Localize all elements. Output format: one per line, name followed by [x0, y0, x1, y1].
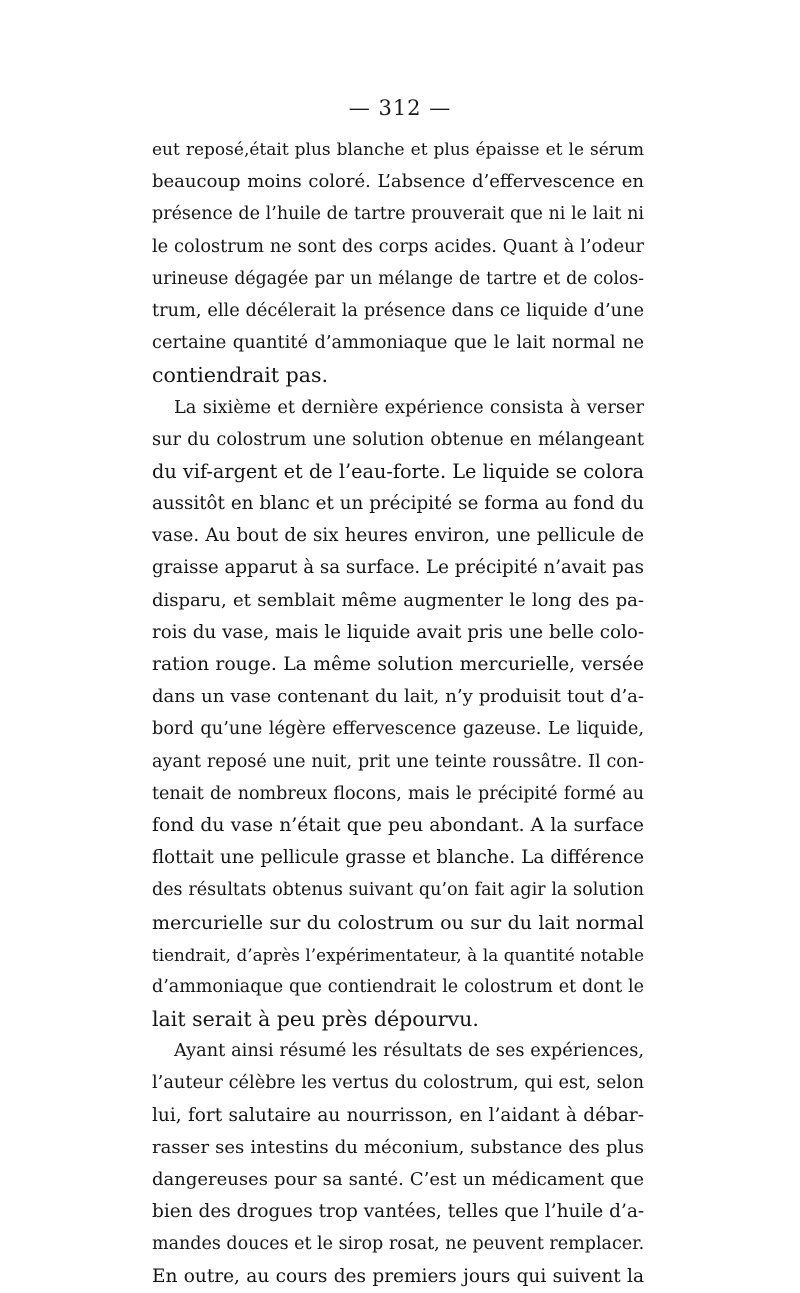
text-line: d’ammoniaque que contiendrait le colostrum et dont le — [152, 976, 644, 997]
text-line: trum, elle décélerait la présence dans ce liquide d’une — [152, 300, 644, 321]
text-line: mercurielle sur du colostrum ou sur du lait normal — [152, 911, 644, 934]
text-line: urineuse dégagée par un mélange de tartre et de colos- — [152, 268, 644, 289]
text-line: tenait de nombreux flocons, mais le précipité formé au — [152, 783, 644, 804]
body-text — [152, 134, 644, 1293]
page-number: — 312 — — [348, 96, 452, 120]
text-line: graisse apparut à sa surface. Le précipité n’avait pas — [152, 557, 644, 579]
text-line: dans un vase contenant du lait, n’y produisit tout d’a- — [152, 686, 644, 708]
text-line: lui, fort salutaire au nourrisson, en l’aidant à débar- — [152, 1104, 644, 1126]
text-line: dangereuses pour sa santé. C’est un médicament que — [152, 1169, 644, 1190]
text-line: ration rouge. La même solution mercurielle, versée — [152, 654, 644, 675]
text-line: bord qu’une légère effervescence gazeuse. Le liquide, — [152, 719, 644, 740]
text-line: fond du vase n’était que peu abondant. A la surface — [152, 814, 644, 836]
text-line: des résultats obtenus suivant qu’on fait agir la solution — [152, 880, 644, 901]
text-line: rois du vase, mais le liquide avait pris une belle colo- — [152, 621, 644, 643]
text-line: vase. Au bout de six heures environ, une pellicule de — [152, 525, 644, 547]
text-line: lait serait à peu près dépourvu. — [152, 1007, 479, 1032]
text-line: eut reposé,était plus blanche et plus épaisse et le sérum — [152, 140, 644, 160]
text-line: disparu, et semblait même augmenter le long des pa- — [152, 589, 644, 611]
text-line: aussitôt en blanc et un précipité se forma au fond du — [152, 493, 644, 515]
text-line: certaine quantité d’ammoniaque que le lait normal ne — [152, 333, 644, 354]
text-line: du vif-argent et de l’eau-forte. Le liquide se colora — [152, 459, 644, 483]
text-line: La sixième et dernière expérience consista à verser — [174, 397, 644, 418]
text-line: sur du colostrum une solution obtenue en mélangeant — [152, 429, 644, 450]
text-line: flottait une pellicule grasse et blanche. La différence — [152, 847, 644, 869]
text-line: Ayant ainsi résumé les résultats de ses expériences, — [174, 1041, 644, 1062]
text-line: présence de l’huile de tartre prouverait que ni le lait ni — [152, 204, 644, 225]
text-line: En outre, au cours des premiers jours qui suivent la — [152, 1265, 644, 1287]
text-line: beaucoup moins coloré. L’absence d’effervescence en — [152, 171, 644, 193]
text-line: contiendrait pas. — [152, 363, 328, 388]
text-line: bien des drogues trop vantées, telles que l’huile d’a- — [152, 1201, 645, 1223]
text-line: le colostrum ne sont des corps acides. Quant à l’odeur — [152, 236, 644, 257]
text-line: rasser ses intestins du méconium, substance des plus — [152, 1136, 644, 1158]
text-line: ayant reposé une nuit, prit une teinte roussâtre. Il con- — [152, 751, 644, 772]
text-line: l’auteur célèbre les vertus du colostrum, qui est, selon — [152, 1073, 644, 1094]
text-line: tiendrait, d’après l’expérimentateur, à la quantité notable — [152, 944, 644, 965]
text-line: mandes douces et le sirop rosat, ne peuvent remplacer. — [152, 1234, 645, 1255]
